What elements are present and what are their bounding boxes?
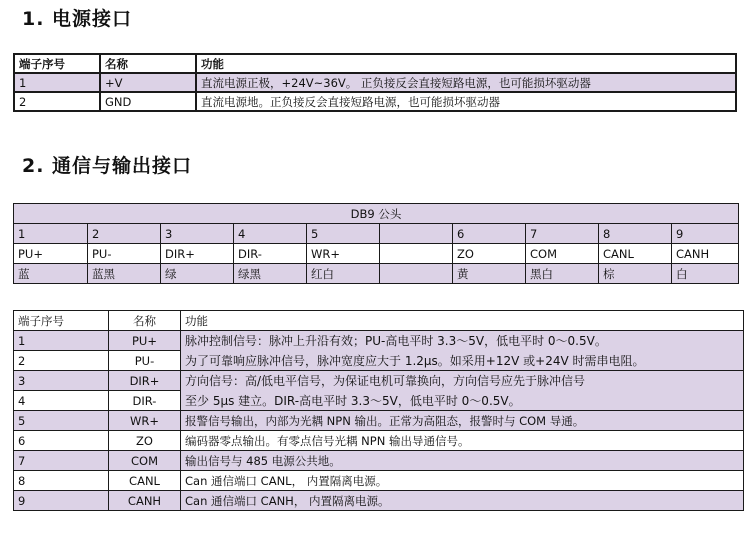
terminal-no: 9: [14, 491, 109, 511]
terminal-no: 8: [14, 471, 109, 491]
terminal-name: PU-: [109, 351, 181, 371]
terminal-function: 直流电源地。正负接反会直接短路电源，也可能损坏驱动器: [196, 92, 736, 111]
pin-signal: DIR+: [161, 244, 234, 264]
terminal-function: Can 通信端口 CANL， 内置隔离电源。: [181, 471, 744, 491]
terminal-no: 5: [14, 411, 109, 431]
wire-color: 白: [672, 264, 739, 284]
pin-number: 5: [307, 224, 380, 244]
pin-number: 8: [599, 224, 672, 244]
pin-signal: CANL: [599, 244, 672, 264]
table-row: [14, 411, 744, 431]
terminal-function: 直流电源正极，+24V~36V。 正负接反会直接短路电源，也可能损坏驱动器: [196, 73, 736, 92]
terminal-name: COM: [109, 451, 181, 471]
terminal-name: GND: [100, 92, 196, 111]
table-row: [14, 491, 744, 511]
header-name: 名称: [100, 54, 196, 73]
header-terminal-no: 端子序号: [14, 54, 100, 73]
pin-signal: [380, 244, 453, 264]
pin-signal: ZO: [453, 244, 526, 264]
signal-interface-table: [13, 310, 744, 511]
table-row: [14, 331, 744, 351]
pin-number: 3: [161, 224, 234, 244]
terminal-name: WR+: [109, 411, 181, 431]
db9-pinout-table: [13, 203, 739, 284]
terminal-name: CANL: [109, 471, 181, 491]
header-function: 功能: [181, 311, 744, 331]
terminal-function: Can 通信端口 CANH， 内置隔离电源。: [181, 491, 744, 511]
db9-signal-row: [14, 244, 739, 264]
table-header-row: [14, 311, 744, 331]
section1-heading: 1. 电源接口: [22, 8, 133, 30]
terminal-name: DIR+: [109, 371, 181, 391]
terminal-name: PU+: [109, 331, 181, 351]
wire-color: 蓝黑: [88, 264, 161, 284]
pin-number: [380, 224, 453, 244]
pin-signal: DIR-: [234, 244, 307, 264]
header-name: 名称: [109, 311, 181, 331]
db9-color-row: [14, 264, 739, 284]
pin-number: 7: [526, 224, 599, 244]
pulse-function-line1: 脉冲控制信号：脉冲上升沿有效；PU-高电平时 3.3～5V，低电平时 0～0.5V。: [181, 331, 744, 351]
dir-function-line1: 方向信号：高/低电平信号，为保证电机可靠换向，方向信号应先于脉冲信号: [181, 371, 744, 391]
db9-title-row: [14, 204, 739, 224]
table-row: [14, 471, 744, 491]
table-row: [14, 351, 744, 371]
terminal-name: CANH: [109, 491, 181, 511]
wire-color: [380, 264, 453, 284]
terminal-no: 2: [14, 92, 100, 111]
wire-color: 黄: [453, 264, 526, 284]
terminal-name: DIR-: [109, 391, 181, 411]
dir-function-line2: 至少 5μs 建立。DIR-高电平时 3.3～5V，低电平时 0～0.5V。: [181, 391, 744, 411]
table-row: [14, 73, 736, 92]
terminal-function: 报警信号输出，内部为光耦 NPN 输出。正常为高阻态，报警时与 COM 导通。: [181, 411, 744, 431]
pin-signal: COM: [526, 244, 599, 264]
wire-color: 绿: [161, 264, 234, 284]
wire-color: 红白: [307, 264, 380, 284]
pin-number: 2: [88, 224, 161, 244]
terminal-no: 1: [14, 73, 100, 92]
power-interface-table: [13, 53, 737, 112]
terminal-no: 4: [14, 391, 109, 411]
wire-color: 绿黑: [234, 264, 307, 284]
pin-number: 6: [453, 224, 526, 244]
db9-title: DB9 公头: [14, 204, 739, 224]
header-terminal-no: 端子序号: [14, 311, 109, 331]
pin-signal: PU-: [88, 244, 161, 264]
terminal-no: 7: [14, 451, 109, 471]
db9-pin-row: [14, 224, 739, 244]
terminal-function: 输出信号与 485 电源公共地。: [181, 451, 744, 471]
table-row: [14, 371, 744, 391]
pin-number: 4: [234, 224, 307, 244]
terminal-no: 2: [14, 351, 109, 371]
terminal-name: ZO: [109, 431, 181, 451]
wire-color: 黑白: [526, 264, 599, 284]
terminal-name: +V: [100, 73, 196, 92]
header-function: 功能: [196, 54, 736, 73]
pin-signal: PU+: [14, 244, 88, 264]
terminal-no: 6: [14, 431, 109, 451]
table-row: [14, 391, 744, 411]
table-row: [14, 431, 744, 451]
terminal-no: 1: [14, 331, 109, 351]
wire-color: 蓝: [14, 264, 88, 284]
pin-signal: WR+: [307, 244, 380, 264]
pin-number: 1: [14, 224, 88, 244]
section2-heading: 2. 通信与输出接口: [22, 155, 193, 177]
pulse-function-line2: 为了可靠响应脉冲信号，脉冲宽度应大于 1.2μs。如采用+12V 或+24V 时需串电阻。: [181, 351, 744, 371]
table-header-row: [14, 54, 736, 73]
terminal-no: 3: [14, 371, 109, 391]
table-row: [14, 451, 744, 471]
pin-number: 9: [672, 224, 739, 244]
terminal-function: 编码器零点输出。有零点信号光耦 NPN 输出导通信号。: [181, 431, 744, 451]
wire-color: 棕: [599, 264, 672, 284]
table-row: [14, 92, 736, 111]
pin-signal: CANH: [672, 244, 739, 264]
